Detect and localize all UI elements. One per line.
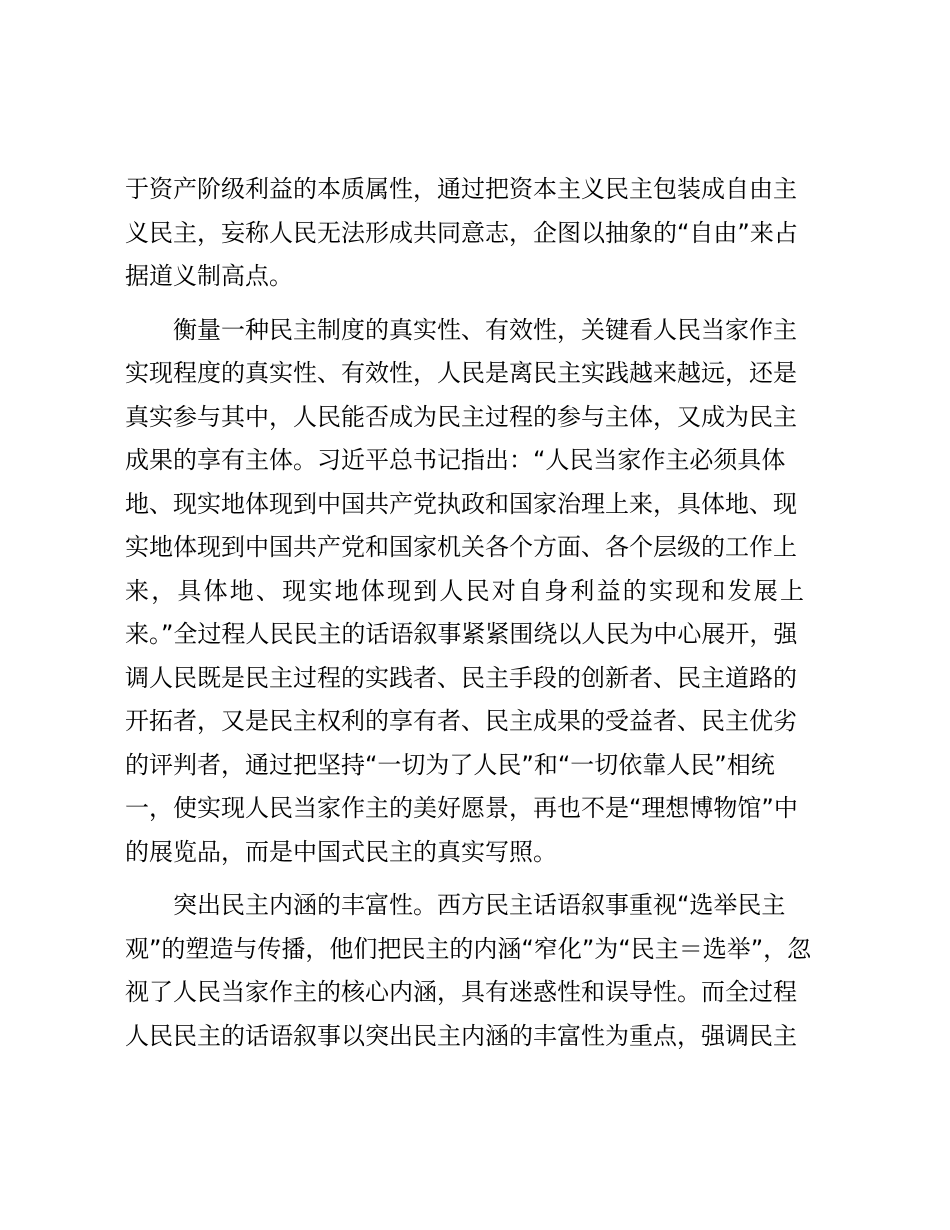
text-line: 观”的塑造与传播，他们把民主的内涵“窄化”为“民主＝选举”，忽 [125, 934, 812, 963]
text-line: 来。”全过程人民民主的话语叙事紧紧围绕以人民为中心展开，强 [125, 620, 798, 648]
text-line: 的展览品，而是中国式民主的真实写照。 [125, 837, 557, 866]
text-line: 的评判者，通过把坚持“一切为了人民”和“一切依靠人民”相统 [125, 750, 775, 779]
text-line: 开拓者，又是民主权利的享有者、民主成果的受益者、民主优劣 [125, 707, 797, 735]
text-line: 衡量一种民主制度的真实性、有效性，关键看人民当家作主 [173, 315, 797, 344]
paragraph-spacer [125, 299, 835, 309]
text-line: 视了人民当家作主的核心内涵，具有迷惑性和误导性。而全过程 [125, 978, 797, 1006]
text-line: 突出民主内涵的丰富性。西方民主话语叙事重视“选举民主 [173, 891, 786, 919]
text-line: 义民主，妄称人民无法形成共同意志，企图以抽象的“自由”来占 [125, 218, 798, 247]
text-line: 调人民既是民主过程的实践者、民主手段的创新者、民主道路的 [125, 663, 797, 692]
text-line: 实现程度的真实性、有效性，人民是离民主实践越来越远，还是 [125, 359, 797, 387]
text-line: 成果的享有主体。习近平总书记指出：“人民当家作主必须具体 [125, 446, 786, 474]
paragraph-3 [125, 884, 835, 1058]
paragraph-2 [125, 309, 835, 875]
text-line: 一，使实现人民当家作主的美好愿景，再也不是“理想博物馆”中 [125, 794, 798, 822]
paragraph-1 [125, 168, 835, 299]
text-line: 于资产阶级利益的本质属性，通过把资本主义民主包装成自由主 [125, 175, 797, 203]
paragraph-spacer [125, 874, 835, 884]
text-line: 地、现实地体现到中国共产党执政和国家治理上来，具体地、现 [125, 489, 797, 518]
text-line: 据道义制高点。 [125, 262, 293, 290]
text-line: 来，具体地、现实地体现到人民对自身利益的实现和发展上 [125, 576, 807, 605]
document-body [125, 168, 835, 1058]
text-line: 实地体现到中国共产党和国家机关各个方面、各个层级的工作上 [125, 533, 797, 561]
text-line: 人民民主的话语叙事以突出民主内涵的丰富性为重点，强调民主 [125, 1021, 797, 1050]
text-line: 真实参与其中，人民能否成为民主过程的参与主体，又成为民主 [125, 402, 797, 431]
